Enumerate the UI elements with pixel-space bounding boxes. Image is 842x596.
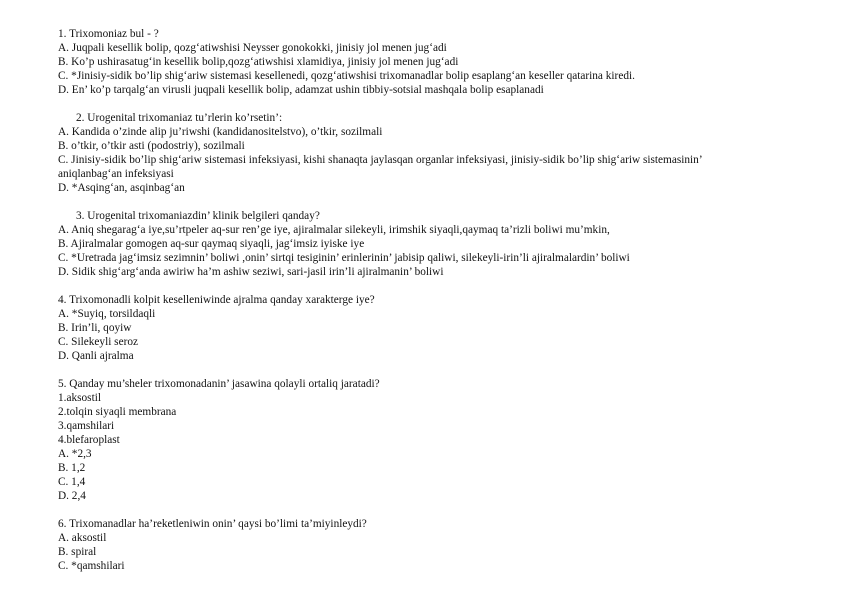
question-1-title: 1. Trixomoniaz bul - ? xyxy=(58,28,159,40)
question-4-title: 4. Trixomonadli kolpit keselleniwinde ajralma qanday xarakterge iye? xyxy=(58,294,375,306)
question-3-option-d: D. Sidik shig‘arg‘anda awiriw ha’m ashiw seziwi, sari-jasil irin’li ajiralmanin’ boliwi xyxy=(58,266,444,278)
question-6-option-a: A. aksostil xyxy=(58,532,107,544)
question-5-option-c: C. 1,4 xyxy=(58,476,86,488)
question-2-option-c: C. Jinisiy-sidik bo’lip shig‘ariw sistemasi infeksiyasi, kishi shanaqta jaylasqan organlar infeksiyasi, jinisiy-sidik bo’lip shig‘ariw sistemasinin’ xyxy=(58,154,703,166)
question-1-option-b: B. Ko’p ushirasatug‘in kesellik bolip,qozg‘atiwshisi xlamidiya, jinisiy jol menen jug‘adi xyxy=(58,56,459,68)
question-5-item-3: 3.qamshilari xyxy=(58,420,115,432)
question-6-option-c: C. *qamshilari xyxy=(58,560,125,572)
question-4-option-d: D. Qanli ajralma xyxy=(58,350,134,362)
question-1-option-d: D. En’ ko’p tarqalg‘an virusli juqpali kesellik bolip, adamzat ushin tibbiy-sotsial mashqala bolip esaplanadi xyxy=(58,84,544,96)
question-5-option-a: A. *2,3 xyxy=(58,448,92,460)
question-6-title: 6. Trixomanadlar ha’reketleniwin onin’ qaysi bo’limi ta’miyinleydi? xyxy=(58,518,367,530)
question-5-item-4: 4.blefaroplast xyxy=(58,434,120,446)
question-2-option-b: B. o’tkir, o’tkir asti (podostriy), sozilmali xyxy=(58,140,245,152)
question-1-option-a: A. Juqpali kesellik bolip, qozg‘atiwshisi Neysser gonokokki, jinisiy jol menen jug‘adi xyxy=(58,42,447,54)
question-2-option-d: D. *Asqing‘an, asqinbag‘an xyxy=(58,182,185,194)
question-5-option-b: B. 1,2 xyxy=(58,462,86,474)
question-6-option-b: B. spiral xyxy=(58,546,97,558)
question-3-option-a: A. Aniq shegarag‘a iye,su’rtpeler aq-sur ren’ge iye, ajiralmalar silekeyli, irimshik siyaqli,qaymaq ta’rizli boliwi mu’mkin, xyxy=(58,224,610,236)
question-5-option-d: D. 2,4 xyxy=(58,490,86,502)
question-3-option-c: C. *Uretrada jag‘imsiz sezimnin’ boliwi ,onin’ sirtqi tesiginin’ erinlerinin’ jabisip qaliwi, silekeyli-irin’li ajiralmalardin’ boliwi xyxy=(58,252,630,264)
question-4-option-a: A. *Suyiq, torsildaqli xyxy=(58,308,156,320)
question-2-option-c-continued: aniqlanbag‘an infeksiyasi xyxy=(58,168,174,180)
question-5-item-1: 1.aksostil xyxy=(58,392,101,404)
question-3-title: 3. Urogenital trixomaniazdin’ klinik belgileri qanday? xyxy=(76,210,320,222)
question-3-option-b: B. Ajiralmalar gomogen aq-sur qaymaq siyaqli, jag‘imsiz iyiske iye xyxy=(58,238,365,250)
question-2-option-a: A. Kandida o’zinde alip ju’riwshi (kandidanositelstvo), o’tkir, sozilmali xyxy=(58,126,383,138)
question-4-option-c: C. Silekeyli seroz xyxy=(58,336,139,348)
question-2-title: 2. Urogenital trixomaniaz tu’rlerin ko’rsetin’: xyxy=(76,112,283,124)
question-5-item-2: 2.tolqin siyaqli membrana xyxy=(58,406,177,418)
question-1-option-c: C. *Jinisiy-sidik bo’lip shig‘ariw sistemasi kesellenedi, qozg‘atiwshisi trixomanadlar bolip esaplang‘an keseller qatarina kiredi. xyxy=(58,70,635,82)
question-5-title: 5. Qanday mu’sheler trixomonadanin’ jasawina qolayli ortaliq jaratadi? xyxy=(58,378,380,390)
question-4-option-b: B. Irin’li, qoyiw xyxy=(58,322,132,334)
